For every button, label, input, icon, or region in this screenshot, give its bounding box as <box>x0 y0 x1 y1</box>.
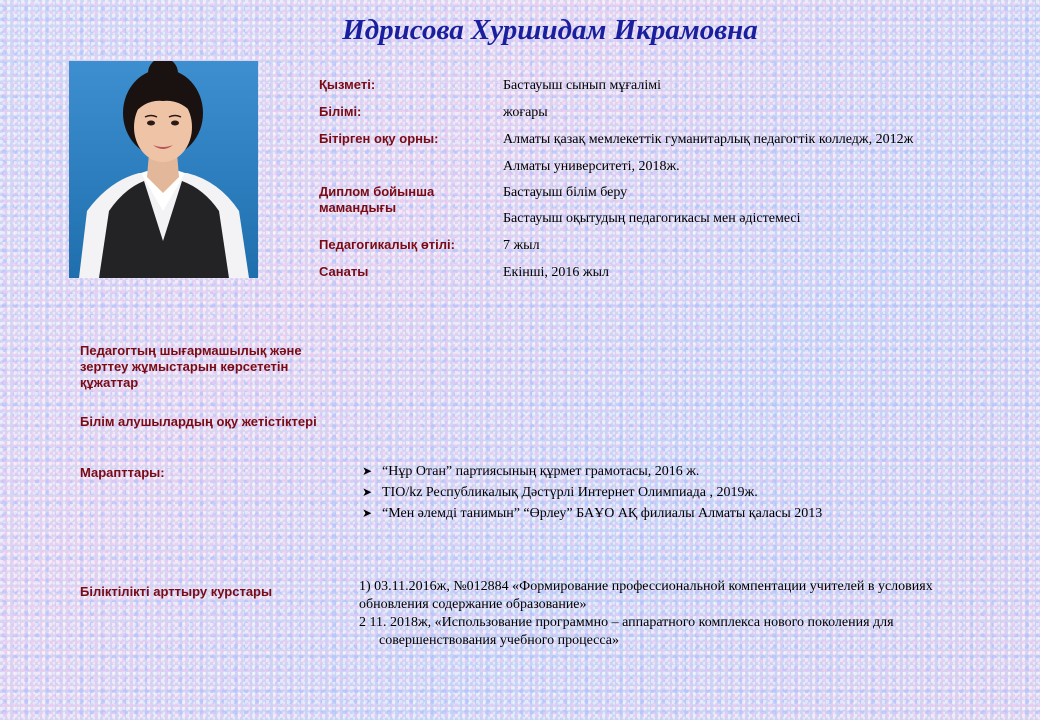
arrowhead-bullet-icon: ➤ <box>362 506 373 520</box>
experience-value: 7 жыл <box>503 238 540 253</box>
category-value: Екінші, 2016 жыл <box>503 265 609 280</box>
award-item <box>362 484 962 501</box>
awards-list <box>362 463 962 526</box>
research-section-label: Педагогтың шығармашылық және зерттеу жұмыстарын көрсететін құжаттар <box>80 343 302 390</box>
position-value: Бастауыш сынып мұғалімі <box>503 78 662 93</box>
graduated-value-1: Алматы қазақ мемлекеттік гуманитарлық педагогтік колледж, 2012ж <box>503 132 914 147</box>
education-label: Білімі: <box>319 104 362 119</box>
award-text: ТІО/kz Республикалық Дәстүрлі Интернет Олимпиада , 2019ж. <box>382 485 758 500</box>
course-line: 2 11. 2018ж, «Использование программно – аппаратного комплекса нового поколения для <box>359 615 894 630</box>
specialty-label: Диплом бойынша мамандығы <box>319 184 435 215</box>
experience-label: Педагогикалық өтілі: <box>319 237 455 252</box>
course-line: 1) 03.11.2016ж, №012884 «Формирование профессиональной компентации учителей в условиях <box>359 579 933 594</box>
achievements-section-label: Білім алушылардың оқу жетістіктері <box>80 414 317 429</box>
course-line: обновления содержание образование» <box>359 597 587 612</box>
education-value: жоғары <box>503 105 548 120</box>
course-line: совершенствования учебного процесса» <box>379 633 619 648</box>
graduated-value-2: Алматы университеті, 2018ж. <box>503 159 680 174</box>
category-label: Санаты <box>319 264 369 279</box>
position-label: Қызметі: <box>319 77 376 92</box>
courses-list <box>359 578 979 650</box>
arrowhead-bullet-icon: ➤ <box>362 464 373 478</box>
page-title: Идрисова Хуршидам Икрамовна <box>342 14 758 46</box>
teacher-photo <box>69 61 258 278</box>
awards-section-label: Марапттары: <box>80 465 165 480</box>
award-text: “Нұр Отан” партиясының құрмет грамотасы, 2016 ж. <box>382 464 700 479</box>
award-item <box>362 463 962 480</box>
award-text: “Мен әлемді танимын” “Өрлеу” БАҰО АҚ филиалы Алматы қаласы 2013 <box>382 506 823 521</box>
specialty-value-2: Бастауыш оқытудың педагогикасы мен әдістемесі <box>503 211 801 226</box>
portrait-image <box>69 61 258 278</box>
graduated-label: Бітірген оқу орны: <box>319 131 439 146</box>
award-item <box>362 505 962 522</box>
arrowhead-bullet-icon: ➤ <box>362 485 373 499</box>
courses-section-label: Біліктілікті арттыру курстары <box>80 584 273 599</box>
specialty-value-1: Бастауыш білім беру <box>503 185 628 200</box>
